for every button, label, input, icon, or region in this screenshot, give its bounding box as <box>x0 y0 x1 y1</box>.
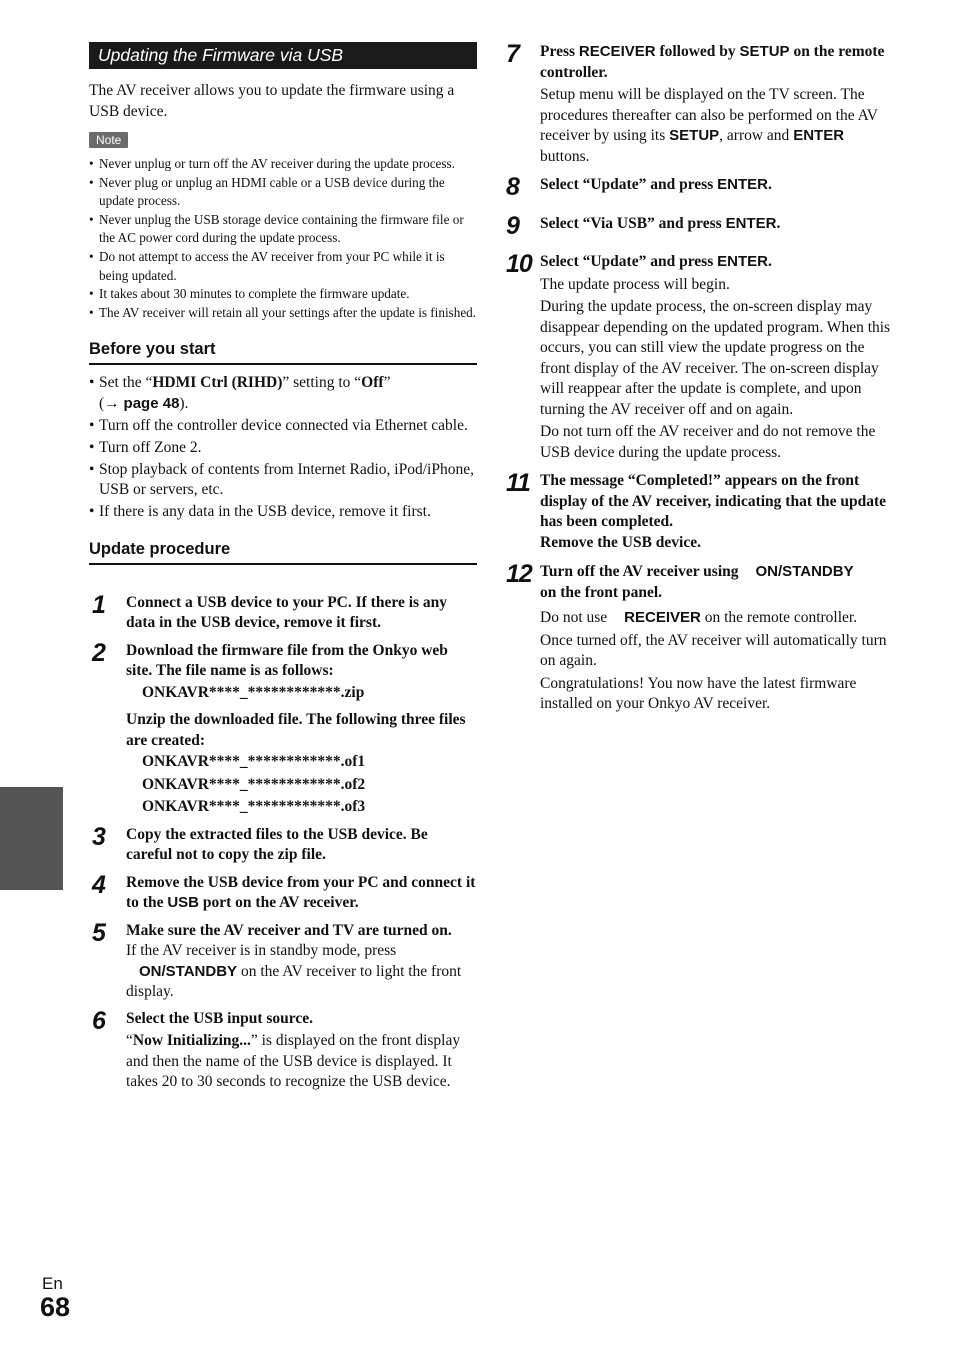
step-number: 11 <box>506 469 530 497</box>
step-2: 2 Download the firmware file from the Onkyo web site. The file name is as follows: ONKAVR****_************.zip Unzip the downloaded file. The following three files are created: ONKAVR****_************.of1 ONKAVR****_************.of2 ONKAVR****_************.of3 <box>89 641 477 819</box>
section-title: Updating the Firmware via USB <box>89 42 477 69</box>
intro-paragraph: The AV receiver allows you to update the firmware using a USB device. <box>89 82 455 120</box>
step-9: 9 Select “Via USB” and press ENTER. <box>506 211 781 240</box>
list-item: • If there is any data in the USB device, remove it first. <box>89 502 477 523</box>
list-item: • Do not attempt to access the AV receiver from your PC while it is being updated. <box>89 248 477 285</box>
arrow-icon: → <box>104 394 120 412</box>
file-name: ONKAVR****_************.zip <box>142 683 365 701</box>
step-1: 1 Connect a USB device to your PC. If there is any data in the USB device, remove it first. <box>92 590 448 632</box>
page-number: 68 <box>40 1292 71 1322</box>
step-number: 5 <box>92 918 105 947</box>
note-badge: Note <box>89 132 128 148</box>
step-6: 6 Select the USB input source. “Now Initializing...” is displayed on the front display and then the name of the USB device is displayed. It takes 20 to 30 seconds to recognize the USB device. <box>92 1006 461 1091</box>
step-number: 9 <box>506 211 519 240</box>
left-column <box>89 42 477 1093</box>
list-item: • Turn off Zone 2. <box>89 438 477 459</box>
step-12: 12 Turn off the AV receiver using ON/STANDBY on the front panel. Do not use RECEIVER on the remote controller. Once turned off, the AV receiver will automatically turn on again. Congratulations! You now have the latest firmware installed on your Onkyo AV receiver. <box>506 560 887 712</box>
step-10: 10 Select “Update” and press ENTER. The update process will begin. During the update process, the on-screen display may disappear depending on the updated program. When this occurs, you can still view the update progress on the front display of the AV receiver. The on-screen display will reappear after the update is complete, and upon turning the AV receiver off and on again. Do not turn off the AV receiver and do not remove the USB device during the update process. <box>506 250 891 461</box>
step-4: 4 Remove the USB device from your PC and connect it to the USB port on the AV receiver. <box>92 870 476 912</box>
side-tab <box>0 787 63 890</box>
list-item: • It takes about 30 minutes to complete the firmware update. <box>89 285 477 304</box>
list-item: • Never plug or unplug an HDMI cable or a USB device during the update process. <box>89 174 477 211</box>
page-reference: page 48 <box>123 394 180 412</box>
step-number: 3 <box>92 822 105 851</box>
step-number: 4 <box>92 870 105 899</box>
file-name: ONKAVR****_************.of2 <box>142 775 366 793</box>
step-number: 1 <box>92 590 105 619</box>
list-item: • The AV receiver will retain all your settings after the update is finished. <box>89 304 477 323</box>
before-start-list <box>89 373 477 523</box>
step-number: 12 <box>506 560 532 588</box>
step-11: 11 The message “Completed!” appears on the front display of the AV receiver, indicating that the update has been completed. Remove the USB device. <box>506 469 887 551</box>
step-number: 8 <box>506 173 519 201</box>
list-item: • Set the “HDMI Ctrl (RIHD)” setting to “Off” (→ page 48). <box>89 373 477 414</box>
step-number: 7 <box>506 40 519 68</box>
update-procedure-heading: Update procedure <box>89 540 477 565</box>
right-column <box>503 42 893 715</box>
step-3: 3 Copy the extracted files to the USB device. Be careful not to copy the zip file. <box>92 822 428 864</box>
list-item: • Turn off the controller device connected via Ethernet cable. <box>89 416 477 437</box>
step-8: 8 Select “Update” and press ENTER. <box>506 173 772 201</box>
language-label: En <box>42 1274 63 1293</box>
before-start-heading: Before you start <box>89 340 477 365</box>
step-number: 10 <box>506 250 532 278</box>
notes-list <box>89 155 477 322</box>
list-item: • Stop playback of contents from Internet Radio, iPod/iPhone, USB or servers, etc. <box>89 460 477 501</box>
file-name: ONKAVR****_************.of1 <box>142 753 366 771</box>
step-number: 2 <box>92 638 105 667</box>
step-5: 5 Make sure the AV receiver and TV are turned on. If the AV receiver is in standby mode, press ON/STANDBY on the AV receiver to light the front display. <box>92 918 462 1001</box>
list-item: • Never unplug the USB storage device containing the firmware file or the AC power cord during the update process. <box>89 211 477 248</box>
list-item: • Never unplug or turn off the AV receiver during the update process. <box>89 155 477 174</box>
step-number: 6 <box>92 1006 105 1035</box>
step-7: 7 Press RECEIVER followed by SETUP on the remote controller. Setup menu will be displayed on the TV screen. The procedures thereafter can also be performed on the AV receiver by using its SETUP, arrow and ENTER buttons. <box>506 40 885 165</box>
file-name: ONKAVR****_************.of3 <box>142 798 366 816</box>
